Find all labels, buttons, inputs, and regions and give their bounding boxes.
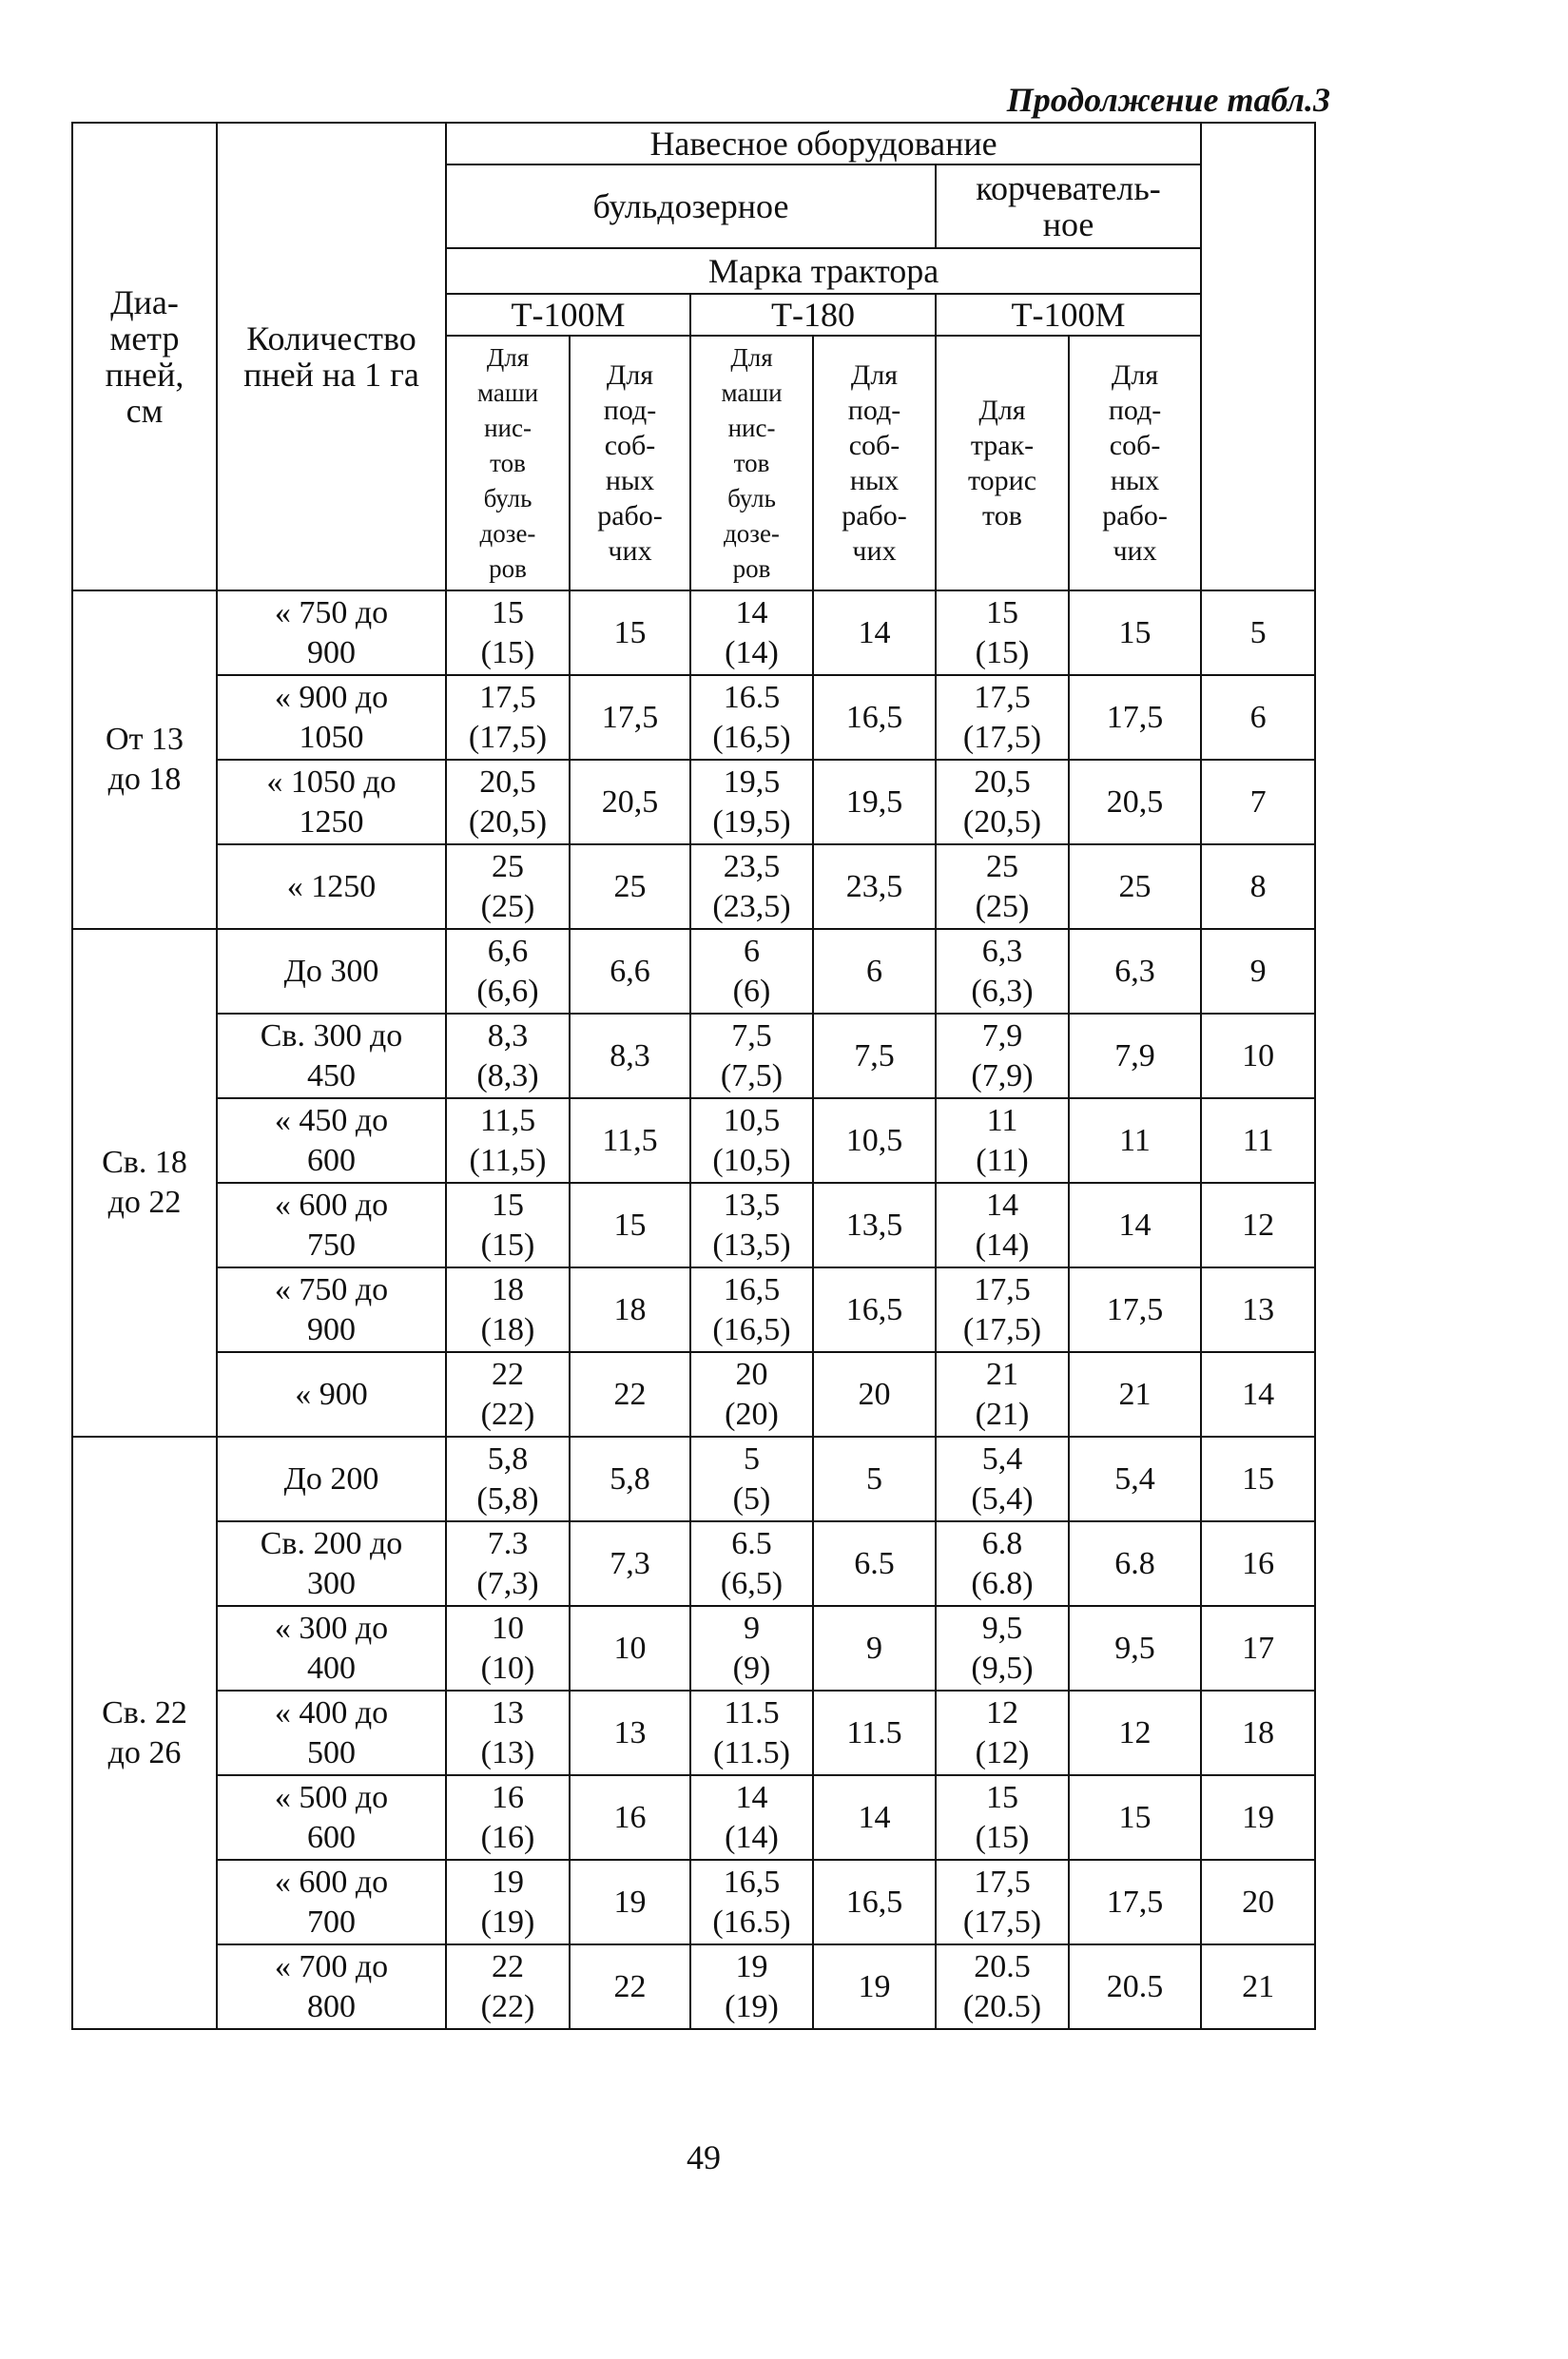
norm-value-cell: 5,8 (5,8) [446, 1437, 570, 1521]
norm-value-cell: 25 (25) [446, 844, 570, 929]
stump-count-cell: « 900 до 1050 [217, 675, 446, 760]
header-tractor-t100m: Т-100М [446, 294, 690, 336]
norm-value-cell: 7,9 [1069, 1014, 1201, 1098]
norm-value-cell: 5 (5) [690, 1437, 813, 1521]
header-number-column [1201, 123, 1315, 590]
norm-value-cell: 6.8 (6.8) [936, 1521, 1069, 1606]
table-row [72, 1352, 1315, 1437]
norm-value-cell: 7,9 (7,9) [936, 1014, 1069, 1098]
norm-value-cell: 16,5 [813, 1860, 936, 1944]
norm-value-cell: 14 [813, 1775, 936, 1860]
norm-value-cell: 20 [813, 1352, 936, 1437]
header-sub-helpers: Для под- соб- ных рабо- чих [813, 336, 936, 590]
stump-count-cell: « 600 до 700 [217, 1860, 446, 1944]
header-uprooter: корчеватель- ное [936, 164, 1201, 248]
norm-value-cell: 13,5 (13,5) [690, 1183, 813, 1267]
norm-value-cell: 16,5 (16.5) [690, 1860, 813, 1944]
stump-count-cell: « 1050 до 1250 [217, 760, 446, 844]
norm-value-cell: 11 (11) [936, 1098, 1069, 1183]
norm-value-cell: 20,5 [570, 760, 690, 844]
norm-value-cell: 20.5 [1069, 1944, 1201, 2029]
norm-value-cell: 10,5 [813, 1098, 936, 1183]
table-row [72, 760, 1315, 844]
row-number-cell: 12 [1201, 1183, 1315, 1267]
diameter-group-cell: Св. 18 до 22 [72, 929, 217, 1437]
norm-value-cell: 11.5 (11.5) [690, 1691, 813, 1775]
stump-count-cell: Св. 300 до 450 [217, 1014, 446, 1098]
row-number-cell: 10 [1201, 1014, 1315, 1098]
stump-table [71, 122, 1316, 2030]
norm-value-cell: 19 [813, 1944, 936, 2029]
table-row [72, 1098, 1315, 1183]
norm-value-cell: 11 [1069, 1098, 1201, 1183]
norm-value-cell: 20,5 [1069, 760, 1201, 844]
norm-value-cell: 9 [813, 1606, 936, 1691]
row-number-cell: 6 [1201, 675, 1315, 760]
row-number-cell: 17 [1201, 1606, 1315, 1691]
stump-count-cell: « 300 до 400 [217, 1606, 446, 1691]
norm-value-cell: 11,5 (11,5) [446, 1098, 570, 1183]
norm-value-cell: 15 (15) [936, 1775, 1069, 1860]
norm-value-cell: 8,3 [570, 1014, 690, 1098]
norm-value-cell: 25 [570, 844, 690, 929]
norm-value-cell: 15 (15) [446, 590, 570, 675]
header-equipment: Навесное оборудование [446, 123, 1201, 164]
norm-value-cell: 14 (14) [690, 590, 813, 675]
norm-value-cell: 15 [570, 1183, 690, 1267]
norm-value-cell: 6 (6) [690, 929, 813, 1014]
row-number-cell: 8 [1201, 844, 1315, 929]
header-count: Количество пней на 1 га [217, 123, 446, 590]
norm-value-cell: 15 (15) [446, 1183, 570, 1267]
norm-value-cell: 7,5 (7,5) [690, 1014, 813, 1098]
norm-value-cell: 10 [570, 1606, 690, 1691]
header-sub-bulldozer-operators: Для маши нис- тов буль дозе- ров [446, 336, 570, 590]
norm-value-cell: 6.5 [813, 1521, 936, 1606]
norm-value-cell: 23,5 [813, 844, 936, 929]
stump-count-cell: « 700 до 800 [217, 1944, 446, 2029]
norm-value-cell: 5,8 [570, 1437, 690, 1521]
norm-value-cell: 6 [813, 929, 936, 1014]
norm-value-cell: 14 (14) [690, 1775, 813, 1860]
table-row [72, 1944, 1315, 2029]
norm-value-cell: 6,6 (6,6) [446, 929, 570, 1014]
row-number-cell: 16 [1201, 1521, 1315, 1606]
norm-value-cell: 12 (12) [936, 1691, 1069, 1775]
norm-value-cell: 22 (22) [446, 1944, 570, 2029]
norm-value-cell: 6.5 (6,5) [690, 1521, 813, 1606]
stump-count-cell: « 1250 [217, 844, 446, 929]
header-sub-tractor-operators: Для трак- торис тов [936, 336, 1069, 590]
norm-value-cell: 14 [813, 590, 936, 675]
header-sub-helpers: Для под- соб- ных рабо- чих [570, 336, 690, 590]
stump-count-cell: Св. 200 до 300 [217, 1521, 446, 1606]
norm-value-cell: 16 [570, 1775, 690, 1860]
row-number-cell: 20 [1201, 1860, 1315, 1944]
norm-value-cell: 12 [1069, 1691, 1201, 1775]
norm-value-cell: 13 [570, 1691, 690, 1775]
norm-value-cell: 19,5 (19,5) [690, 760, 813, 844]
table-row [72, 1014, 1315, 1098]
norm-value-cell: 7,5 [813, 1014, 936, 1098]
stump-count-cell: « 900 [217, 1352, 446, 1437]
table-row [72, 1775, 1315, 1860]
norm-value-cell: 23,5 (23,5) [690, 844, 813, 929]
norm-value-cell: 6.8 [1069, 1521, 1201, 1606]
norm-value-cell: 18 (18) [446, 1267, 570, 1352]
table-row [72, 1437, 1315, 1521]
norm-value-cell: 22 (22) [446, 1352, 570, 1437]
table-row [72, 1521, 1315, 1606]
norm-value-cell: 5 [813, 1437, 936, 1521]
norm-value-cell: 22 [570, 1944, 690, 2029]
norm-value-cell: 14 (14) [936, 1183, 1069, 1267]
norm-value-cell: 21 (21) [936, 1352, 1069, 1437]
table-caption: Продолжение табл.3 [1006, 81, 1330, 119]
table-row [72, 1183, 1315, 1267]
header-sub-helpers: Для под- соб- ных рабо- чих [1069, 336, 1201, 590]
norm-value-cell: 19 (19) [690, 1944, 813, 2029]
diameter-group-cell: Св. 22 до 26 [72, 1437, 217, 2029]
norm-value-cell: 11,5 [570, 1098, 690, 1183]
norm-value-cell: 17,5 (17,5) [446, 675, 570, 760]
norm-value-cell: 20,5 (20,5) [936, 760, 1069, 844]
stump-count-cell: « 600 до 750 [217, 1183, 446, 1267]
norm-value-cell: 8,3 (8,3) [446, 1014, 570, 1098]
stump-count-cell: До 200 [217, 1437, 446, 1521]
norm-value-cell: 10,5 (10,5) [690, 1098, 813, 1183]
header-tractor-brand: Марка трактора [446, 248, 1201, 294]
norm-value-cell: 19 [570, 1860, 690, 1944]
norm-value-cell: 14 [1069, 1183, 1201, 1267]
norm-value-cell: 25 (25) [936, 844, 1069, 929]
row-number-cell: 5 [1201, 590, 1315, 675]
table-row [72, 675, 1315, 760]
stump-count-cell: « 750 до 900 [217, 1267, 446, 1352]
norm-value-cell: 15 (15) [936, 590, 1069, 675]
stump-count-cell: « 400 до 500 [217, 1691, 446, 1775]
norm-value-cell: 11.5 [813, 1691, 936, 1775]
stump-count-cell: До 300 [217, 929, 446, 1014]
norm-value-cell: 6,3 (6,3) [936, 929, 1069, 1014]
norm-value-cell: 20.5 (20.5) [936, 1944, 1069, 2029]
norm-value-cell: 17,5 (17,5) [936, 675, 1069, 760]
norm-value-cell: 9 (9) [690, 1606, 813, 1691]
norm-value-cell: 13 (13) [446, 1691, 570, 1775]
page-number: 49 [687, 2138, 721, 2176]
diameter-group-cell: От 13 до 18 [72, 590, 217, 929]
norm-value-cell: 7,3 [570, 1521, 690, 1606]
header-sub-bulldozer-operators: Для маши нис- тов буль дозе- ров [690, 336, 813, 590]
norm-value-cell: 6,3 [1069, 929, 1201, 1014]
norm-value-cell: 22 [570, 1352, 690, 1437]
table-body [72, 123, 1315, 2029]
row-number-cell: 21 [1201, 1944, 1315, 2029]
norm-value-cell: 9,5 [1069, 1606, 1201, 1691]
row-number-cell: 13 [1201, 1267, 1315, 1352]
norm-value-cell: 13,5 [813, 1183, 936, 1267]
norm-value-cell: 17,5 [1069, 1267, 1201, 1352]
norm-value-cell: 16,5 [813, 1267, 936, 1352]
norm-value-cell: 15 [570, 590, 690, 675]
norm-value-cell: 17,5 [570, 675, 690, 760]
norm-value-cell: 9,5 (9,5) [936, 1606, 1069, 1691]
table-row [72, 929, 1315, 1014]
norm-value-cell: 17,5 [1069, 675, 1201, 760]
norm-value-cell: 16 (16) [446, 1775, 570, 1860]
norm-value-cell: 5,4 (5,4) [936, 1437, 1069, 1521]
header-bulldozer: бульдозерное [446, 164, 936, 248]
table-row [72, 590, 1315, 675]
norm-value-cell: 25 [1069, 844, 1201, 929]
norm-value-cell: 16.5 (16,5) [690, 675, 813, 760]
norm-value-cell: 20,5 (20,5) [446, 760, 570, 844]
row-number-cell: 18 [1201, 1691, 1315, 1775]
norm-value-cell: 17,5 (17,5) [936, 1267, 1069, 1352]
row-number-cell: 15 [1201, 1437, 1315, 1521]
row-number-cell: 19 [1201, 1775, 1315, 1860]
table-row [72, 844, 1315, 929]
table-row [72, 1860, 1315, 1944]
header-tractor-t180: Т-180 [690, 294, 936, 336]
norm-value-cell: 6,6 [570, 929, 690, 1014]
norm-value-cell: 16,5 (16,5) [690, 1267, 813, 1352]
header-diameter: Диа- метр пней, см [72, 123, 217, 590]
norm-value-cell: 18 [570, 1267, 690, 1352]
stump-count-cell: « 450 до 600 [217, 1098, 446, 1183]
table-row [72, 1691, 1315, 1775]
norm-value-cell: 7.3 (7,3) [446, 1521, 570, 1606]
header-tractor-t100m-uprooter: Т-100М [936, 294, 1201, 336]
stump-count-cell: « 750 до 900 [217, 590, 446, 675]
norm-value-cell: 19 (19) [446, 1860, 570, 1944]
norm-value-cell: 15 [1069, 590, 1201, 675]
norm-value-cell: 10 (10) [446, 1606, 570, 1691]
table-row [72, 1606, 1315, 1691]
norm-value-cell: 17,5 (17,5) [936, 1860, 1069, 1944]
norm-value-cell: 19,5 [813, 760, 936, 844]
stump-count-cell: « 500 до 600 [217, 1775, 446, 1860]
norm-value-cell: 21 [1069, 1352, 1201, 1437]
norm-value-cell: 17,5 [1069, 1860, 1201, 1944]
row-number-cell: 9 [1201, 929, 1315, 1014]
norm-value-cell: 16,5 [813, 675, 936, 760]
norm-value-cell: 15 [1069, 1775, 1201, 1860]
norm-value-cell: 5,4 [1069, 1437, 1201, 1521]
row-number-cell: 11 [1201, 1098, 1315, 1183]
table-row [72, 1267, 1315, 1352]
row-number-cell: 14 [1201, 1352, 1315, 1437]
row-number-cell: 7 [1201, 760, 1315, 844]
norm-value-cell: 20 (20) [690, 1352, 813, 1437]
